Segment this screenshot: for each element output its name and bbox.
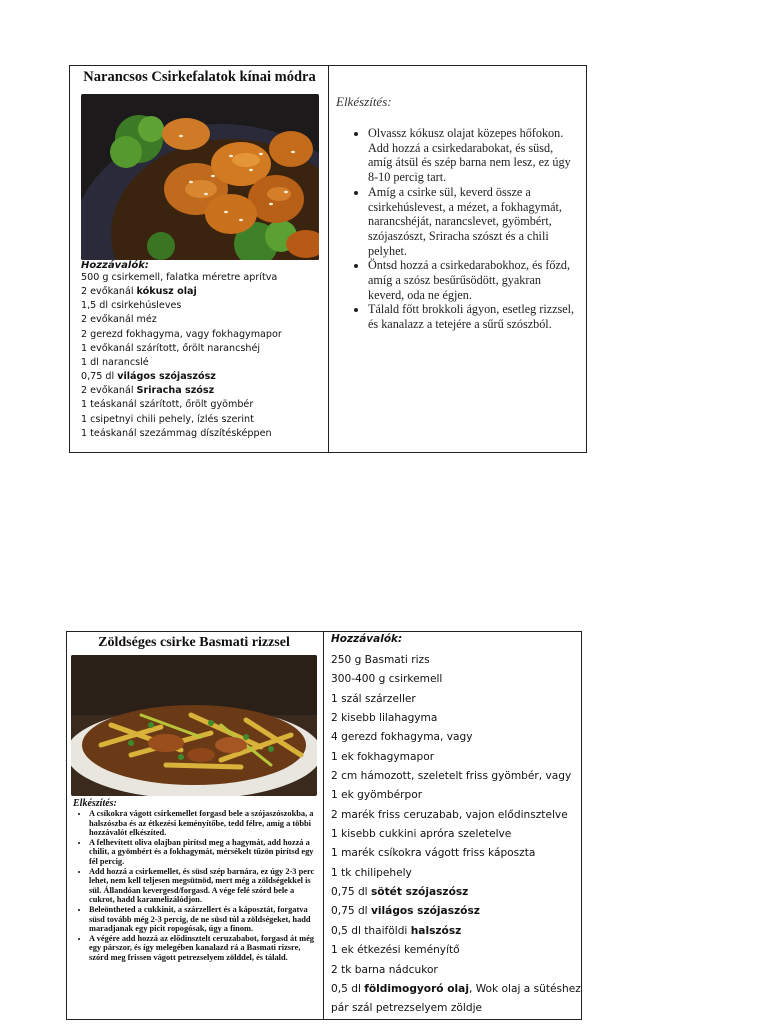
ingredient-item: 1 szál szárzeller xyxy=(331,692,416,705)
ingredient-item: 300-400 g csirkemell xyxy=(331,673,443,686)
recipe-left-column xyxy=(67,632,324,1019)
ingredient-item: pár szál petrezselyem zöldje xyxy=(331,1002,483,1015)
ingredient-item: 500 g csirkemell, falatka méretre aprítva xyxy=(81,272,278,283)
recipe-title: Zöldséges csirke Basmati rizzsel xyxy=(98,635,290,650)
ingredient-item: 1 ek fokhagymapor xyxy=(331,750,435,763)
chicken-basmati-photo xyxy=(71,655,317,796)
preparation-step: • Amíg a csirke sül, keverd össze a csirkehúslevest, a mézet, a fokhagymát, narancshéját, narancslevet, gyömbért, szójaszószt, Sriracha szószt és a chili pelyhet. xyxy=(368,185,576,259)
preparation-label: Elkészítés: xyxy=(336,94,392,109)
preparation-label: Elkészítés: xyxy=(73,798,117,809)
ingredient-item: 2 evőkanál méz xyxy=(81,314,157,326)
ingredients-label: Hozzávalók: xyxy=(331,633,403,645)
preparation-step: • A végére add hozzá az elődinsztelt ceruzababot, forgasd át még egy párszor, és így melegében kanalazd rá a Basmati rizsre, szórd meg frissen vágott petrezselyem zölddel, és tálald. xyxy=(89,934,317,963)
ingredient-item: 2 evőkanál kókusz olaj xyxy=(81,286,197,298)
preparation-step: • Öntsd hozzá a csirkedarabokhoz, és főzd, amíg a szósz besűrűsödött, gyakran keverd, oda ne égjen. xyxy=(368,258,576,302)
ingredient-item: 2 tk barna nádcukor xyxy=(331,963,438,976)
ingredient-item: 250 g Basmati rizs xyxy=(331,654,430,666)
ingredient-item: 1 dl narancslé xyxy=(81,356,149,368)
ingredient-item: 2 kisebb lilahagyma xyxy=(331,712,438,725)
ingredient-item: 2 evőkanál Sriracha szósz xyxy=(81,385,215,397)
ingredient-item: 2 gerezd fokhagyma, vagy fokhagymapor xyxy=(81,328,282,340)
ingredient-item: 1 teáskanál szárított, őrölt gyömbér xyxy=(81,399,254,411)
ingredient-item: 1 csipetnyi chili pehely, ízlés szerint xyxy=(81,413,254,425)
ingredient-item: 2 marék friss ceruzabab, vajon elődinsztelve xyxy=(331,808,568,821)
preparation-step: • Add hozzá a csirkemellet, és süsd szép barnára, ez úgy 2-3 perc lehet, nem kell teljesen megsütnöd, mert még a zöldségekkel is sül. Állandóan kevergesd/forgasd. A vége felé szórd bele a cukrot, hadd karamelizálódjon. xyxy=(89,867,317,905)
preparation-step: • A felhevített oliva olajban pirítsd meg a hagymát, add hozzá a chilit, a gyömbért és a fokhagymát, mérsékelt tűzön pirítsd egy fél percig. xyxy=(89,838,317,867)
ingredient-item: 1 ek étkezési keményítő xyxy=(331,944,460,957)
ingredient-item: 1 tk chilipehely xyxy=(331,866,412,879)
ingredient-item: 1 evőkanál szárított, őrölt narancshéj xyxy=(81,342,261,354)
ingredient-item: 0,5 dl földimogyoró olaj, Wok olaj a sütéshez xyxy=(331,982,581,995)
ingredient-item: 4 gerezd fokhagyma, vagy xyxy=(331,731,473,744)
ingredient-item: 2 cm hámozott, szeletelt friss gyömbér, vagy xyxy=(331,770,572,783)
ingredients-list xyxy=(331,651,581,1019)
preparation-step: • Olvassz kókusz olajat közepes hőfokon. Add hozzá a csirkedarabokat, és süsd, amíg átsül és szép barna nem lesz, ez úgy 8-10 percig tart. xyxy=(368,126,576,185)
ingredients-list xyxy=(81,271,318,441)
ingredients-label: Hozzávalók: xyxy=(81,260,149,271)
recipe-right-column xyxy=(324,632,585,1019)
recipe-card-orange-chicken xyxy=(69,65,587,453)
orange-chicken-photo xyxy=(81,94,319,260)
ingredient-item: 0,5 dl thaiföldi halszósz xyxy=(331,924,462,937)
preparation-step: • A csíkokra vágott csirkemellet forgasd bele a szójaszószokba, a halszószba és az étkezési keményítőbe, tedd félre, amíg a többi hozzávalót elkészíted. xyxy=(89,809,317,838)
recipe-right-column xyxy=(329,66,586,452)
preparation-steps xyxy=(71,809,317,963)
ingredient-item: 1 kisebb cukkini apróra szeletelve xyxy=(331,828,512,841)
preparation-step: • Tálald főtt brokkoli ágyon, esetleg rizzsel, és kanalazz a tetejére a sűrű szószból. xyxy=(368,302,576,331)
recipe-title: Narancsos Csirkefalatok kínai módra xyxy=(83,69,316,85)
preparation-step: • Beleöntheted a cukkinit, a szárzellert és a káposztát, forgatva süsd tovább még 2-3 percig, de ne süsd túl a zöldségeket, hadd maradjanak egy picit ropogósak, úgy a finom. xyxy=(89,905,317,934)
preparation-steps xyxy=(336,126,576,332)
ingredient-item: 1,5 dl csirkehúsleves xyxy=(81,300,182,312)
ingredient-item: 1 ek gyömbérpor xyxy=(331,789,423,802)
recipe-left-column xyxy=(70,66,329,452)
ingredient-item: 0,75 dl világos szójaszósz xyxy=(81,371,216,383)
ingredient-item: 0,75 dl sötét szójaszósz xyxy=(331,886,469,899)
ingredient-item: 1 marék csíkokra vágott friss káposzta xyxy=(331,847,536,860)
ingredient-item: 1 teáskanál szezámmag díszítésképpen xyxy=(81,427,272,439)
recipe-card-chicken-basmati xyxy=(66,631,582,1020)
ingredient-item: 0,75 dl világos szójaszósz xyxy=(331,905,480,918)
